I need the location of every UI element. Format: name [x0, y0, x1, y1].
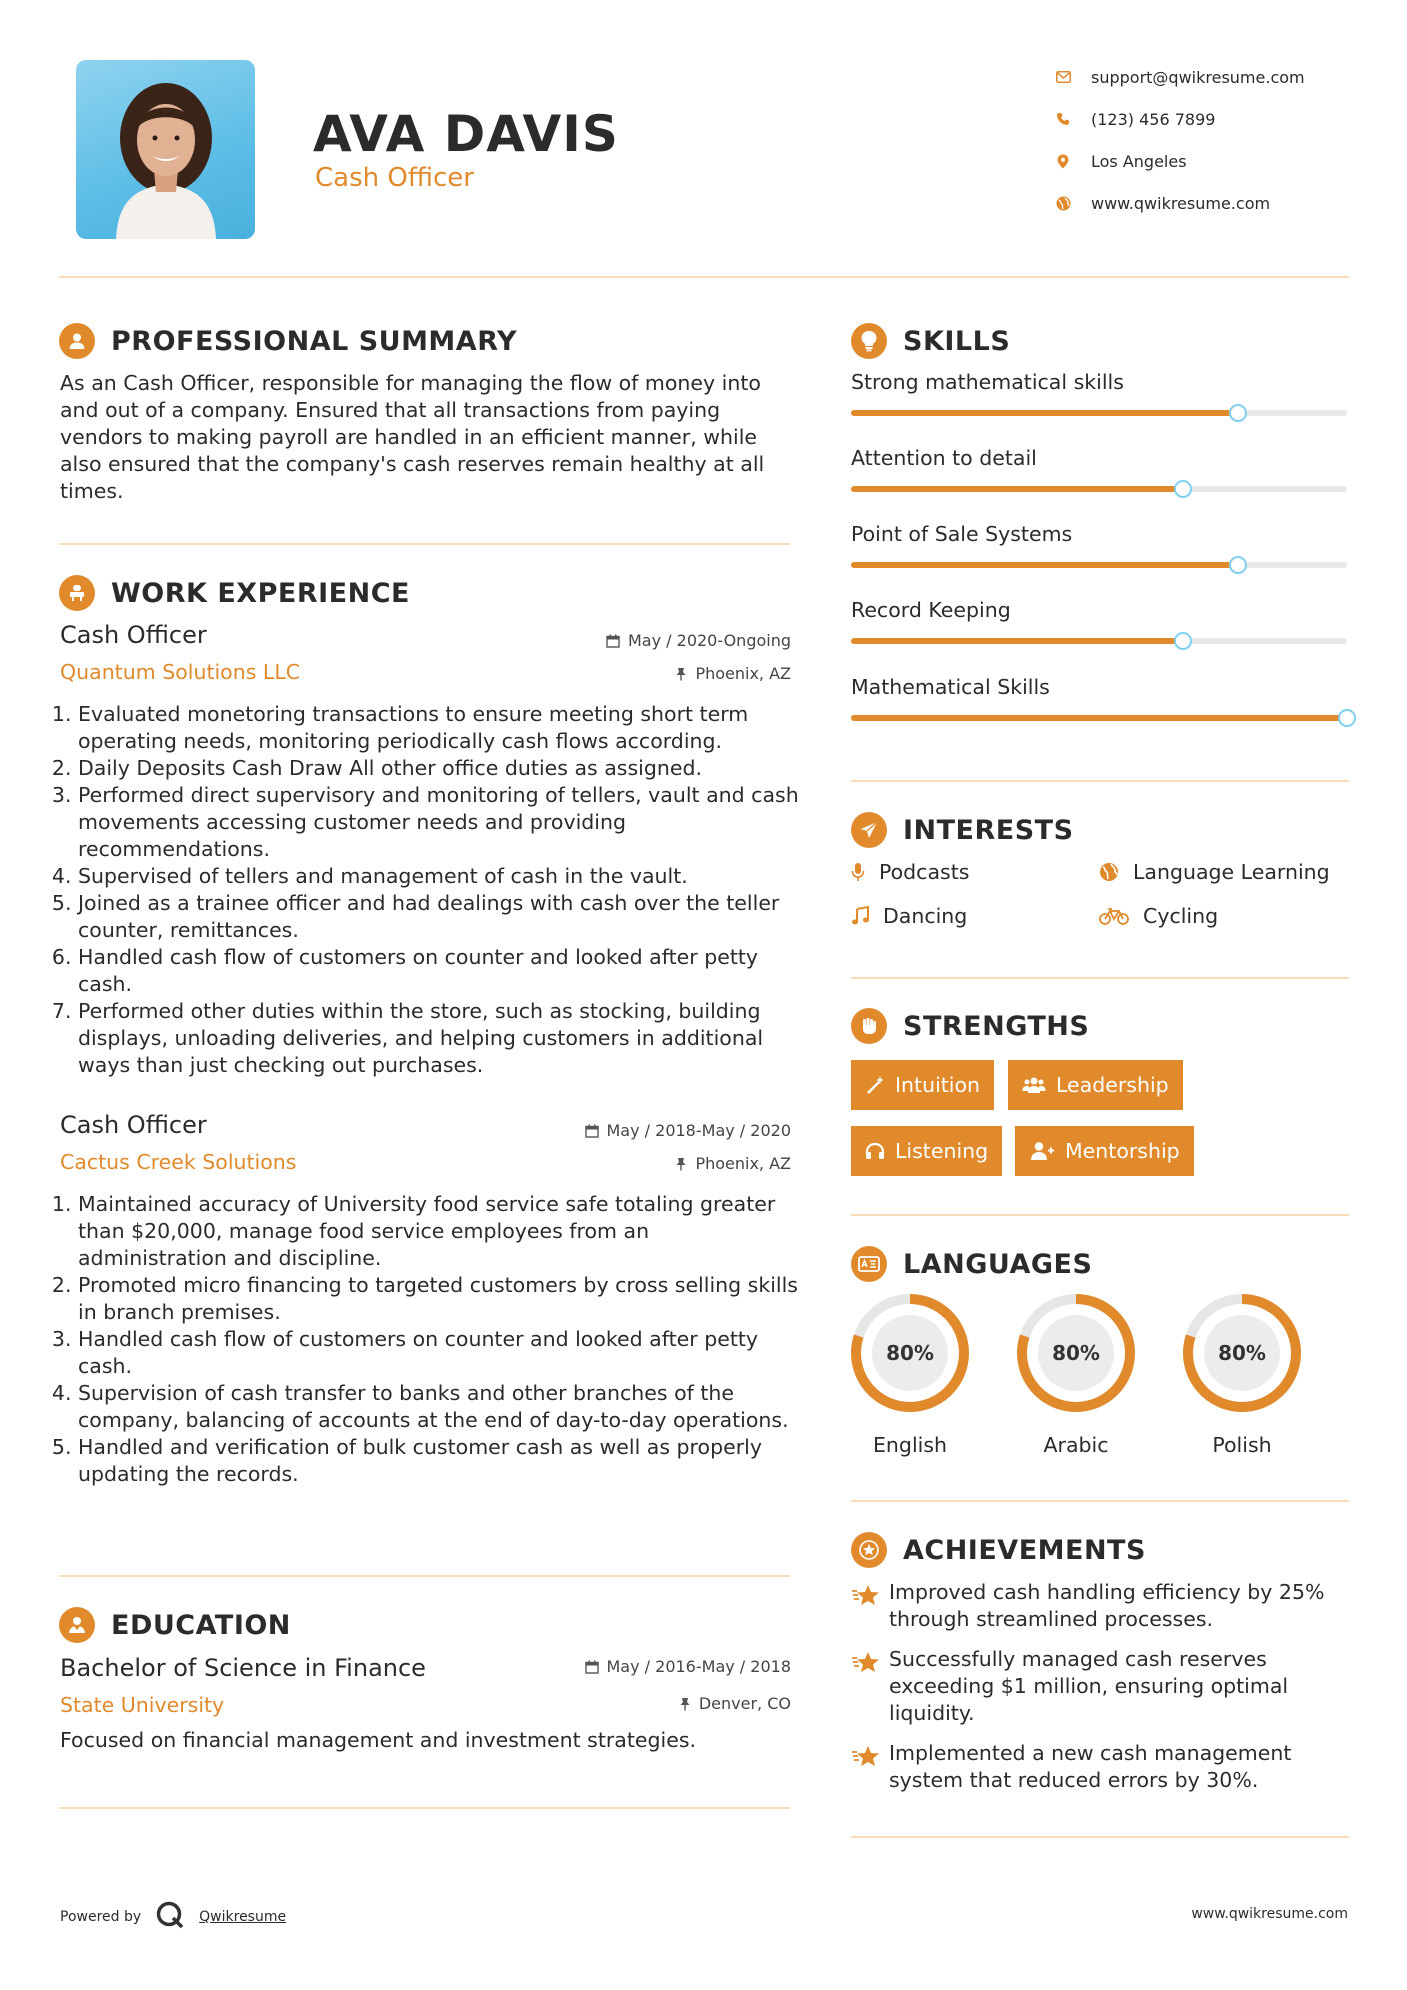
language-percent: 80% [1052, 1341, 1100, 1365]
contact-website[interactable] [1055, 182, 1305, 224]
star-badge-icon [851, 1532, 887, 1568]
star-icon [851, 1579, 889, 1633]
skill-label: Mathematical Skills [851, 675, 1050, 699]
pushpin-icon [675, 667, 687, 681]
education-location [679, 1694, 791, 1713]
footer-website[interactable]: www.qwikresume.com [1191, 1906, 1348, 1922]
achievement-text: Successfully managed cash reserves exceeding $1 million, ensuring optimal liquidity. [889, 1647, 1289, 1725]
interest-label: Dancing [883, 904, 968, 928]
strength-label: Listening [895, 1139, 989, 1163]
language-name: English [872, 1433, 948, 1457]
magic-wand-icon [865, 1075, 885, 1095]
summary-heading [59, 323, 517, 359]
lightbulb-icon [851, 323, 887, 359]
language-name: Arabic [1043, 1433, 1109, 1457]
language-name: Polish [1212, 1433, 1272, 1457]
job-bullet: 2. Promoted micro financing to targeted customers by cross selling skills in branch premises. [78, 1272, 800, 1326]
calendar-icon [585, 1660, 599, 1674]
skill-bar [851, 715, 1347, 721]
language-item [1014, 1291, 1138, 1457]
user-icon [59, 323, 95, 359]
achievement-item [851, 1740, 1351, 1794]
job-bullet: 4. Supervision of cash transfer to banks and other branches of the company, balancing of accounts at the end of day-to-day operations. [78, 1380, 800, 1434]
job-bullet: 5. Handled and verification of bulk customer cash as well as properly updating the records. [78, 1434, 800, 1488]
degree-title: Bachelor of Science in Finance [60, 1654, 426, 1682]
contact-location [1055, 140, 1305, 182]
interest-item [851, 904, 967, 928]
pushpin-icon [679, 1697, 691, 1711]
skill-bar-fill [851, 562, 1238, 568]
skill-label: Attention to detail [851, 446, 1037, 470]
contact-phone[interactable] [1055, 98, 1305, 140]
job-bullet: 4. Supervised of tellers and management of cash in the vault. [78, 863, 800, 890]
achievement-item [851, 1579, 1351, 1633]
strengths-divider [851, 1214, 1349, 1216]
skills-divider [851, 780, 1349, 782]
skill-item [851, 446, 1349, 470]
skill-item [851, 598, 1349, 622]
skill-bar [851, 410, 1347, 416]
languages-title: LANGUAGES [903, 1248, 1093, 1280]
job-bullet: 1. Evaluated monetoring transactions to ensure meeting short term operating needs, monitoring periodically cash flows according. [78, 701, 800, 755]
candidate-role: Cash Officer [315, 163, 474, 193]
skill-bar-fill [851, 486, 1183, 492]
footer-powered-by [60, 1900, 286, 1934]
job-bullets [60, 701, 800, 1079]
job-location-text: Phoenix, AZ [695, 1154, 791, 1173]
job-bullet: 2. Daily Deposits Cash Draw All other office duties as assigned. [78, 755, 800, 782]
strength-tag [851, 1126, 1002, 1176]
job-company: Quantum Solutions LLC [60, 660, 301, 684]
education-description: Focused on financial management and investment strategies. [60, 1728, 697, 1752]
skill-item [851, 370, 1349, 394]
skills-heading [851, 323, 1010, 359]
globe-icon [1055, 195, 1071, 211]
profile-photo [76, 60, 255, 239]
skill-bar-knob [1229, 556, 1247, 574]
paper-plane-icon [851, 812, 887, 848]
summary-text: As an Cash Officer, responsible for managing the flow of money into and out of a company. Ensured that all transactions from paying vendors to making payroll are handled in an efficient manner, while also ensured that the company's cash reserves remain healthy at all times. [60, 371, 765, 503]
language-item [1180, 1291, 1304, 1457]
language-percent: 80% [886, 1341, 934, 1365]
contact-website-text: www.qwikresume.com [1091, 193, 1271, 213]
interest-item [1099, 904, 1218, 928]
skill-bar-fill [851, 715, 1347, 721]
achievement-text: Implemented a new cash management system that reduced errors by 30%. [889, 1741, 1292, 1792]
languages-divider [851, 1500, 1349, 1502]
fist-icon [851, 1008, 887, 1044]
skill-label: Point of Sale Systems [851, 522, 1073, 546]
graduation-icon [59, 1607, 95, 1643]
experience-title: WORK EXPERIENCE [111, 577, 410, 609]
skill-bar [851, 486, 1347, 492]
languages-heading [851, 1246, 1092, 1282]
education-heading [59, 1607, 291, 1643]
education-divider [59, 1807, 790, 1809]
interests-title: INTERESTS [903, 814, 1074, 846]
qwikresume-logo-icon [155, 1900, 185, 1934]
job-bullet: 5. Joined as a trainee officer and had dealings with cash over the teller counter, remittances. [78, 890, 800, 944]
strength-label: Leadership [1056, 1073, 1169, 1097]
candidate-name: AVA DAVIS [313, 105, 619, 163]
headphones-icon [865, 1142, 885, 1160]
strength-tag [1008, 1060, 1183, 1110]
map-pin-icon [1055, 153, 1071, 169]
strength-tag [851, 1060, 994, 1110]
interest-item [1099, 860, 1330, 884]
skill-bar-knob [1174, 480, 1192, 498]
summary-title: PROFESSIONAL SUMMARY [111, 325, 518, 357]
star-icon [851, 1740, 889, 1794]
language-percent: 80% [1218, 1341, 1266, 1365]
calendar-icon [585, 1124, 599, 1138]
education-location-text: Denver, CO [698, 1694, 791, 1713]
skill-bar-fill [851, 638, 1183, 644]
job-bullet: 7. Performed other duties within the store, such as stocking, building displays, unloading deliveries, and helping customers in additional ways than just checking out purchases. [78, 998, 800, 1079]
microphone-icon [851, 862, 865, 882]
contact-email[interactable] [1055, 56, 1305, 98]
globe-icon [1099, 862, 1119, 882]
interest-label: Cycling [1143, 904, 1219, 928]
strength-tag [1015, 1126, 1194, 1176]
skill-bar-fill [851, 410, 1238, 416]
education-title: EDUCATION [111, 1609, 291, 1641]
job-dates-text: May / 2018-May / 2020 [606, 1121, 791, 1140]
job-title: Cash Officer [60, 621, 207, 649]
qwikresume-link[interactable]: Qwikresume [199, 1909, 287, 1925]
briefcase-icon [59, 575, 95, 611]
skill-item [851, 522, 1349, 546]
job-bullet: 3. Handled cash flow of customers on counter and looked after petty cash. [78, 1326, 800, 1380]
interest-label: Language Learning [1133, 860, 1330, 884]
language-card-icon [851, 1246, 887, 1282]
skill-bar-knob [1338, 709, 1356, 727]
job-location-text: Phoenix, AZ [695, 664, 791, 683]
job-bullet: 6. Handled cash flow of customers on counter and looked after petty cash. [78, 944, 800, 998]
experience-heading [59, 575, 410, 611]
job-title: Cash Officer [60, 1111, 207, 1139]
skill-label: Record Keeping [851, 598, 1011, 622]
achievements-heading [851, 1532, 1146, 1568]
users-icon [1022, 1076, 1046, 1094]
achievement-item [851, 1646, 1351, 1727]
job-dates [606, 631, 791, 650]
skill-bar [851, 638, 1347, 644]
job-bullets [60, 1191, 800, 1488]
user-plus-icon [1029, 1141, 1055, 1161]
contact-phone-text: (123) 456 7899 [1091, 109, 1216, 129]
job-bullet: 1. Maintained accuracy of University food service safe totaling greater than $20,000, manage food service employees from an administration and discipline. [78, 1191, 800, 1272]
summary-divider [59, 543, 790, 545]
job-bullet: 3. Performed direct supervisory and monitoring of tellers, vault and cash movements accessing customer needs and providing recommendations. [78, 782, 800, 863]
header-divider [59, 276, 1349, 278]
phone-icon [1055, 111, 1071, 127]
skill-label: Strong mathematical skills [851, 370, 1124, 394]
job-dates-text: May / 2020-Ongoing [628, 631, 791, 650]
bicycle-icon [1099, 907, 1129, 925]
music-note-icon [851, 906, 869, 926]
envelope-icon [1055, 69, 1071, 85]
interest-item [851, 860, 969, 884]
job-location [675, 1154, 791, 1173]
school-name: State University [60, 1693, 225, 1717]
education-dates-text: May / 2016-May / 2018 [606, 1657, 791, 1676]
skill-bar-knob [1174, 632, 1192, 650]
job-dates [585, 1121, 792, 1140]
skill-bar-knob [1229, 404, 1247, 422]
job-company: Cactus Creek Solutions [60, 1150, 297, 1174]
interests-divider [851, 977, 1349, 979]
strength-label: Mentorship [1065, 1139, 1180, 1163]
skill-bar [851, 562, 1347, 568]
calendar-icon [606, 634, 620, 648]
achievement-text: Improved cash handling efficiency by 25% through streamlined processes. [889, 1580, 1325, 1631]
experience-divider [59, 1575, 790, 1577]
powered-by-label: Powered by [60, 1909, 142, 1925]
strengths-title: STRENGTHS [903, 1010, 1090, 1042]
strength-label: Intuition [895, 1073, 981, 1097]
skill-item [851, 675, 1349, 699]
education-dates [585, 1657, 792, 1676]
language-item [848, 1291, 972, 1457]
strengths-heading [851, 1008, 1089, 1044]
job-location [675, 664, 791, 683]
pushpin-icon [675, 1157, 687, 1171]
star-icon [851, 1646, 889, 1727]
interest-label: Podcasts [879, 860, 970, 884]
contact-list [1055, 56, 1305, 224]
achievements-title: ACHIEVEMENTS [903, 1534, 1146, 1566]
skills-title: SKILLS [903, 325, 1011, 357]
achievements-divider [851, 1836, 1349, 1838]
interests-heading [851, 812, 1074, 848]
contact-location-text: Los Angeles [1091, 151, 1187, 171]
contact-email-text: support@qwikresume.com [1091, 67, 1305, 87]
